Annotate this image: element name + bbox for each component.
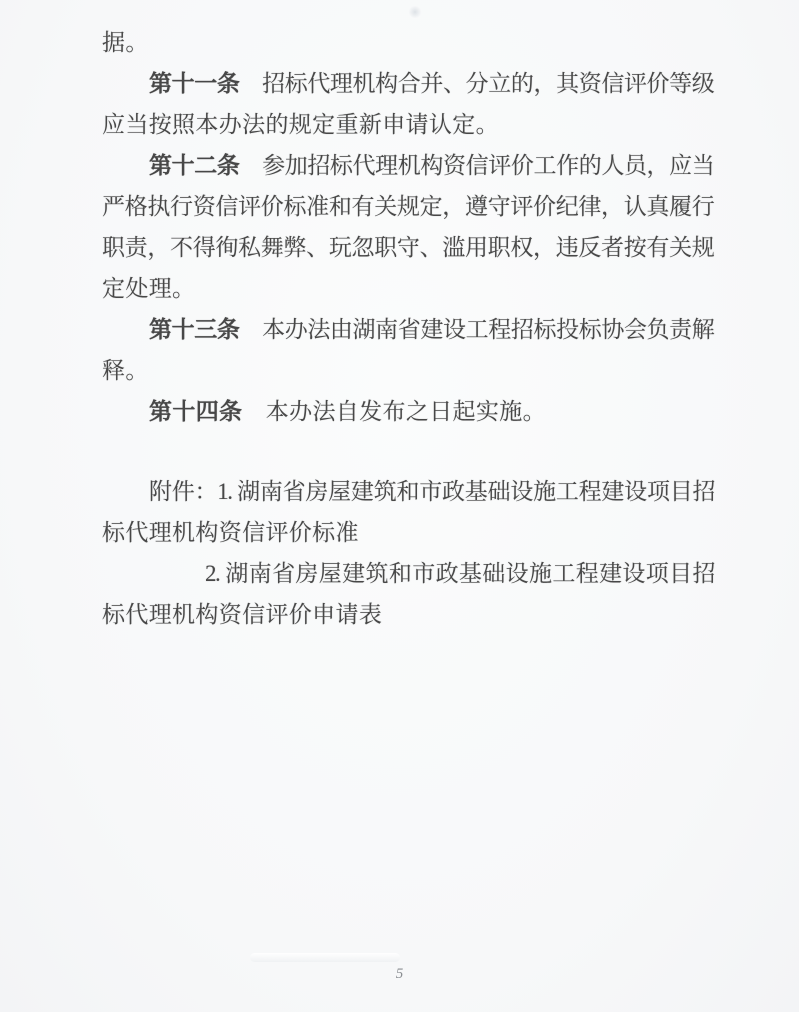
body-text: 标代理机构资信评价标准: [102, 520, 359, 545]
page-number: 5: [395, 966, 404, 982]
article-number: 第十一条: [149, 71, 240, 96]
article-number: 第十四条: [149, 399, 243, 424]
doc-line-article-12: [102, 145, 714, 186]
body-text: 参加招标代理机构资信评价工作的人员，应当: [239, 153, 714, 178]
scan-streak-artifact: [250, 953, 400, 962]
body-text: 释。: [102, 358, 149, 383]
body-text: 标代理机构资信评价申请表: [102, 602, 383, 627]
body-text: 本办法自发布之日起实施。: [242, 399, 546, 424]
doc-line: [102, 186, 714, 227]
doc-line: [102, 594, 714, 635]
document-body: [102, 22, 714, 635]
doc-line: [102, 268, 714, 309]
body-text: 职责，不得徇私舞弊、玩忽职守、滥用职权，违反者按有关规: [102, 235, 714, 260]
doc-line-article-13: [102, 309, 714, 350]
body-text: 2. 湖南省房屋建筑和市政基础设施工程建设项目招: [205, 561, 714, 586]
doc-line-continuation: [102, 22, 714, 63]
doc-line: [102, 227, 714, 268]
body-text: 据。: [102, 30, 149, 55]
body-text: 招标代理机构合并、分立的，其资信评价等级: [239, 71, 714, 96]
scan-smudge-artifact: [408, 6, 422, 18]
body-text: 严格执行资信评价标准和有关规定，遵守评价纪律，认真履行: [102, 194, 714, 219]
doc-line: [102, 104, 714, 145]
body-text: 定处理。: [102, 276, 196, 301]
body-text: 应当按照本办法的规定重新申请认定。: [102, 112, 499, 137]
doc-line-article-14: [102, 391, 714, 432]
doc-line-attachment-2: [102, 553, 714, 594]
article-number: 第十二条: [149, 153, 240, 178]
doc-line-article-11: [102, 63, 714, 104]
body-text: 本办法由湖南省建设工程招标投标协会负责解: [239, 317, 714, 342]
doc-line: [102, 350, 714, 391]
blank-gap: [102, 432, 714, 471]
body-text: 附件：1. 湖南省房屋建筑和市政基础设施工程建设项目招: [149, 479, 714, 504]
article-number: 第十三条: [149, 317, 240, 342]
doc-line: [102, 512, 714, 553]
doc-line-attachment-1: [102, 471, 714, 512]
